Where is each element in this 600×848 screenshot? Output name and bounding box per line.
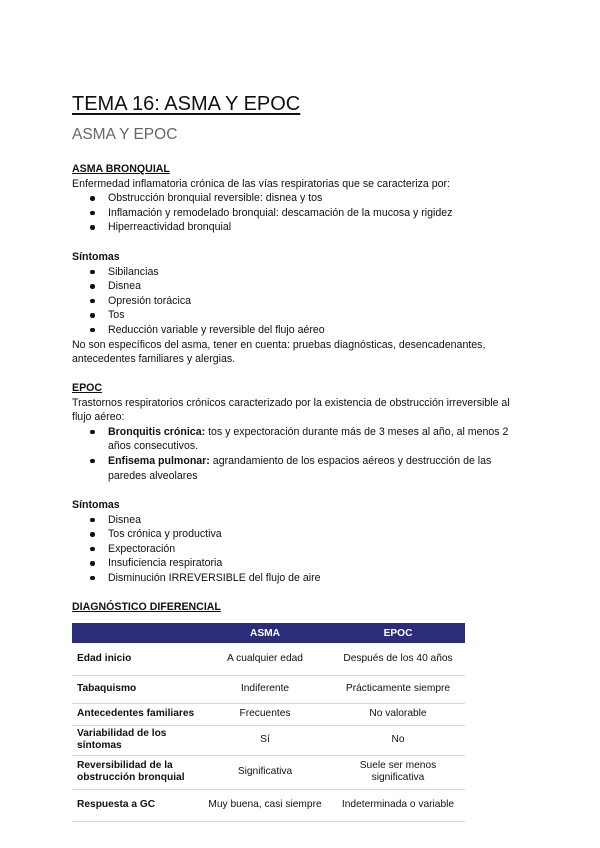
row-label: Antecedentes familiares (72, 703, 199, 725)
asma-note: No son específicos del asma, tener en cuenta: pruebas diagnósticas, desencadenantes, antecedentes familiares y alergias. (72, 338, 486, 366)
asma-symptoms-section (72, 250, 532, 367)
list-item (72, 454, 532, 483)
diagnostico-table (72, 623, 465, 822)
table-header-row (72, 623, 465, 643)
table-cell: Suele ser menos significativa (331, 755, 465, 789)
table-cell: Después de los 40 años (331, 643, 465, 675)
table-cell: Indeterminada o variable (331, 789, 465, 821)
list-item: Opresión torácica (72, 294, 532, 309)
column-header (72, 623, 199, 643)
page-title: TEMA 16: ASMA Y EPOC (72, 93, 301, 115)
table-row (72, 725, 465, 755)
epoc-types-list (72, 425, 532, 483)
list-item: Hiperreactividad bronquial (72, 220, 532, 235)
row-label: Respuesta a GC (72, 789, 199, 821)
epoc-symptoms-heading: Síntomas (72, 499, 120, 511)
diagnostico-section (72, 600, 532, 615)
asma-symptoms-list (72, 265, 532, 338)
epoc-type-term: Enfisema pulmonar: (108, 454, 210, 467)
asma-features-list (72, 191, 532, 235)
table-cell: Muy buena, casi siempre (199, 789, 331, 821)
epoc-type-term: Bronquitis crónica: (108, 425, 206, 438)
epoc-intro: Trastornos respiratorios crónicos caracterizado por la existencia de obstrucción irreversible al flujo aéreo: (72, 396, 510, 424)
asma-intro: Enfermedad inflamatoria crónica de las vías respiratorias que se caracteriza por: (72, 177, 451, 190)
list-item: Disnea (72, 279, 532, 294)
list-item: Tos crónica y productiva (72, 527, 532, 542)
row-label: Reversibilidad de la obstrucción bronquial (72, 755, 199, 789)
diagnostico-heading: DIAGNÓSTICO DIFERENCIAL (72, 601, 221, 613)
row-label: Variabilidad de los síntomas (72, 725, 199, 755)
table-cell: Prácticamente siempre (331, 675, 465, 703)
list-item: Insuficiencia respiratoria (72, 556, 532, 571)
epoc-symptoms-list (72, 513, 532, 586)
list-item: Disnea (72, 513, 532, 528)
list-item: Reducción variable y reversible del flujo aéreo (72, 323, 532, 338)
epoc-type-desc: agrandamiento de los espacios aéreos y destrucción de las paredes alveolares (108, 454, 492, 482)
page-subtitle: ASMA Y EPOC (72, 126, 178, 143)
table-row (72, 675, 465, 703)
epoc-type-desc: tos y expectoración durante más de 3 meses al año, al menos 2 años consecutivos. (108, 425, 509, 453)
table-cell: No valorable (331, 703, 465, 725)
list-item (72, 425, 532, 454)
table-row (72, 703, 465, 725)
epoc-symptoms-section (72, 498, 532, 586)
column-header: ASMA (199, 623, 331, 643)
table-row (72, 755, 465, 789)
asma-section (72, 162, 532, 235)
list-item: Sibilancias (72, 265, 532, 280)
list-item: Expectoración (72, 542, 532, 557)
list-item: Tos (72, 308, 532, 323)
table-cell: Sí (199, 725, 331, 755)
table-cell: A cualquier edad (199, 643, 331, 675)
epoc-section (72, 381, 532, 483)
list-item: Disminución IRREVERSIBLE del flujo de aire (72, 571, 532, 586)
table-cell: Significativa (199, 755, 331, 789)
asma-symptoms-heading: Síntomas (72, 251, 120, 263)
row-label: Edad inicio (72, 643, 199, 675)
table-cell: Indiferente (199, 675, 331, 703)
table-row (72, 643, 465, 675)
list-item: Obstrucción bronquial reversible: disnea y tos (72, 191, 532, 206)
column-header: EPOC (331, 623, 465, 643)
table-row (72, 789, 465, 821)
row-label: Tabaquismo (72, 675, 199, 703)
asma-heading: ASMA BRONQUIAL (72, 163, 170, 175)
table-cell: Frecuentes (199, 703, 331, 725)
list-item: Inflamación y remodelado bronquial: descamación de la mucosa y rigidez (72, 206, 532, 221)
table-cell: No (331, 725, 465, 755)
epoc-heading: EPOC (72, 382, 103, 394)
